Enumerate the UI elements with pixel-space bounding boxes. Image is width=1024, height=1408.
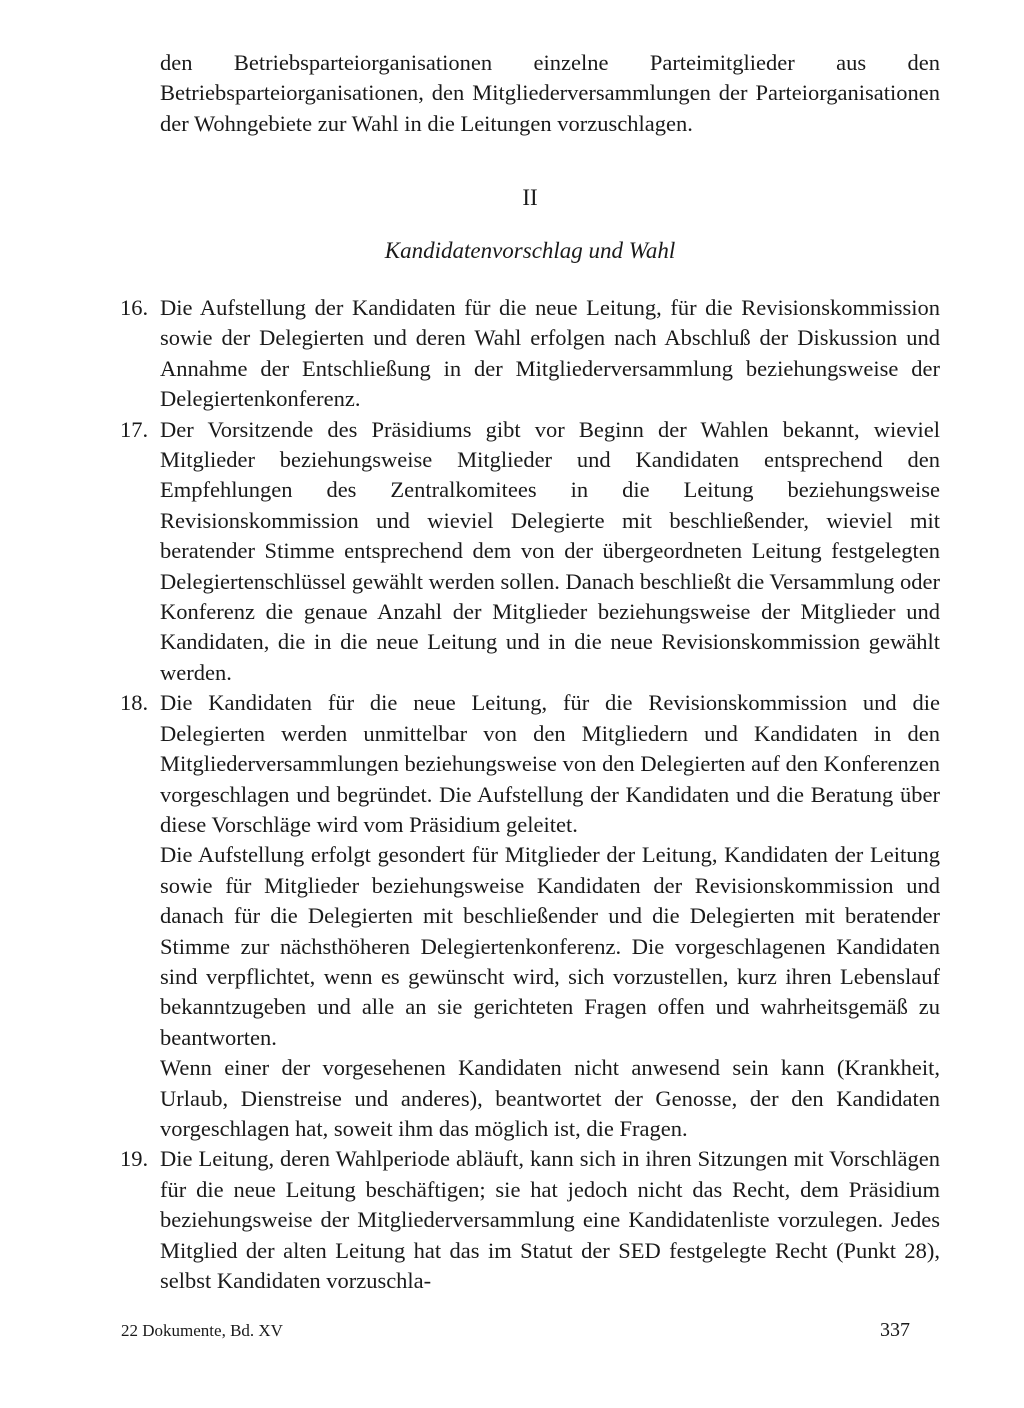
item-number: 17. [120,416,149,442]
list-item-16 [120,293,940,415]
list-item-18 [120,688,940,1144]
item-body [160,688,940,1144]
footer-signature: 22 Dokumente, Bd. XV [121,1321,283,1340]
item-body [160,1144,940,1296]
section-title: Kandidatenvorschlag und Wahl [384,238,676,263]
numbered-list [120,293,940,1296]
item-body [160,293,940,415]
item-paragraph: Der Vorsitzende des Präsidiums gibt vor Beginn der Wahlen bekannt, wieviel Mitglieder beziehungsweise Mitglieder und Kandidaten entsprechend den Empfehlungen des Zentralkomitees in die Leitung beziehungsweise Revisionskommission und wieviel Delegierte mit beschließender, wieviel mit beratender Stimme entsprechend dem von der übergeordneten Leitung festgelegten Delegiertenschlüssel gewählt werden sollen. Danach beschließt die Versammlung oder Konferenz die genaue Anzahl der Mitglieder beziehungsweise der Mitglieder und Kandidaten, die in die neue Leitung und in die neue Revisionskommission gewählt werden. [160,416,940,685]
item-body [160,415,940,689]
section-numeral: II [522,185,538,210]
item-number: 16. [120,295,149,320]
item-paragraph: Die Leitung, deren Wahlperiode abläuft, kann sich in ihren Sitzungen mit Vorschlägen für die neue Leitung beschäftigen; sie hat jedoch nicht das Recht, dem Präsidium beziehungsweise der Mitgliederversammlung eine Kandidatenliste vorzulegen. Jedes Mitglied der alten Leitung hat das im Statut der SED festgelegte Recht (Punkt 28), selbst Kandidaten vorzuschla- [160,1146,940,1293]
list-item-19 [120,1144,940,1296]
item-paragraph: Die Aufstellung erfolgt gesondert für Mitglieder der Leitung, Kandidaten der Leitung sowie für Mitglieder beziehungsweise Kandidaten der Revisionskommission und danach für die Delegierten mit beschließender und die Delegierten mit beratender Stimme zur nächsthöheren Delegiertenkonferenz. Die vorgeschlagenen Kandidaten sind verpflichtet, wenn es gewünscht wird, sich vorzustellen, kurz ihren Lebenslauf bekanntzugeben und alle an sie gerichteten Fragen offen und wahrheitsgemäß zu beantworten. [160,842,940,1050]
intro-paragraph: den Betriebsparteiorganisationen einzelne Parteimitglieder aus den Betriebsparteiorganisationen, den Mitgliederversammlungen der Parteiorganisationen der Wohngebiete zur Wahl in die Leitungen vorzuschlagen. [160,50,940,136]
item-number: 19. [120,1146,149,1172]
item-paragraph: Wenn einer der vorgesehenen Kandidaten nicht anwesend sein kann (Krankheit, Urlaub, Dienstreise und anderes), beantwortet der Genosse, der den Kandidaten vorgeschlagen hat, soweit ihm das möglich ist, die Fragen. [160,1055,940,1141]
item-paragraph: Die Aufstellung der Kandidaten für die neue Leitung, für die Revisionskommission sowie der Delegierten und deren Wahl erfolgen nach Abschluß der Diskussion und Annahme der Entschließung in der Mitgliederversammlung beziehungsweise der Delegiertenkonferenz. [160,295,940,412]
item-paragraph: Die Kandidaten für die neue Leitung, für die Revisionskommission und die Delegierten werden unmittelbar von den Mitgliedern und Kandidaten in den Mitgliederversammlungen beziehungsweise von den Delegierten auf den Konferenzen vorgeschlagen und begründet. Die Aufstellung der Kandidaten und die Beratung über diese Vorschläge wird vom Präsidium geleitet. [160,690,940,837]
list-item-17 [120,415,940,689]
page-number: 337 [880,1319,910,1341]
item-number: 18. [120,690,149,716]
